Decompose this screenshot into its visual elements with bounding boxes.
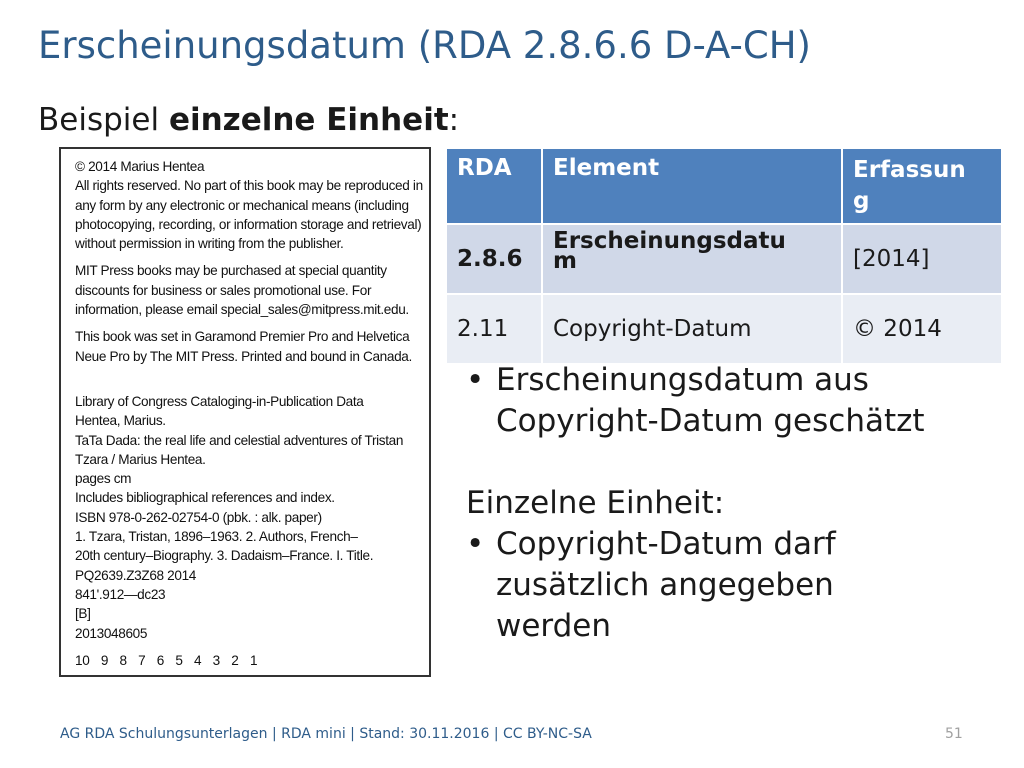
table-header-row — [446, 148, 1002, 224]
imprint-line: All rights reserved. No part of this book may be reproduced in — [75, 178, 423, 194]
imprint-line: PQ2639.Z3Z68 2014 — [75, 567, 197, 583]
list-heading: Einzelne Einheit: — [466, 485, 725, 521]
imprint-typeset-block — [75, 327, 429, 366]
list-item — [466, 524, 986, 647]
imprint-line: photocopying, recording, or information storage and retrieval) — [75, 216, 422, 232]
imprint-line: information, please email special_sales@mitpress.mit.edu. — [75, 302, 409, 318]
header-element: Element — [542, 148, 842, 224]
subtitle-bold: einzelne Einheit — [168, 102, 449, 138]
header-erfassung — [842, 148, 1002, 224]
imprint-line: pages cm — [75, 471, 132, 487]
imprint-line: any form by any electronic or mechanical means (including — [75, 197, 409, 213]
cell-element-line1: Erscheinungsdatu — [553, 228, 786, 254]
bullet-icon: • — [466, 526, 485, 562]
slide-subtitle — [38, 102, 459, 138]
rda-table — [445, 147, 1003, 365]
imprint-line: without permission in writing from the publisher. — [75, 236, 344, 252]
imprint-line: Includes bibliographical references and index. — [75, 490, 335, 506]
subtitle-prefix: Beispiel — [38, 102, 169, 138]
imprint-line: Library of Congress Cataloging-in-Publication Data — [75, 393, 364, 409]
imprint-sales-block — [75, 261, 429, 319]
cell-erfassung: [2014] — [842, 224, 1002, 294]
imprint-copyright-block — [75, 157, 429, 253]
page-number: 51 — [945, 726, 963, 742]
imprint-line: MIT Press books may be purchased at special quantity — [75, 263, 387, 279]
imprint-line: discounts for business or sales promotional use. For — [75, 282, 372, 298]
slide-title: Erscheinungsdatum (RDA 2.8.6.6 D-A-CH) — [38, 24, 811, 67]
imprint-line: 20th century–Biography. 3. Dadaism–France. I. Title. — [75, 548, 374, 564]
imprint-line: 2013048605 — [75, 625, 148, 641]
imprint-line: TaTa Dada: the real life and celestial adventures of Tristan — [75, 432, 404, 448]
imprint-line: ISBN 978-0-262-02754-0 (pbk. : alk. paper) — [75, 509, 322, 525]
cell-element: Copyright-Datum — [542, 294, 842, 364]
cell-element — [542, 224, 842, 294]
footer-text: AG RDA Schulungsunterlagen | RDA mini | Stand: 30.11.2016 | CC BY-NC-SA — [60, 726, 592, 742]
bullet-list — [466, 360, 986, 647]
list-item — [466, 360, 986, 442]
header-erfassung-line2: g — [853, 188, 870, 214]
cell-rda: 2.11 — [446, 294, 542, 364]
cell-erfassung: © 2014 — [842, 294, 1002, 364]
imprint-print-numbers: 10 9 8 7 6 5 4 3 2 1 — [75, 652, 258, 668]
subtitle-suffix: : — [448, 102, 460, 138]
imprint-line: © 2014 Marius Hentea — [75, 159, 205, 174]
table-row — [446, 224, 1002, 294]
imprint-page-image — [59, 147, 431, 677]
cell-element-line2: m — [553, 248, 577, 274]
bullet-icon: • — [466, 362, 485, 398]
header-erfassung-line1: Erfassun — [853, 157, 966, 183]
imprint-line: This book was set in Garamond Premier Pro and Helvetica — [75, 329, 410, 345]
imprint-cip-block — [75, 392, 429, 643]
imprint-line: [B] — [75, 606, 91, 622]
imprint-line: Hentea, Marius. — [75, 413, 166, 429]
imprint-line: Tzara / Marius Hentea. — [75, 451, 206, 467]
imprint-line: 1. Tzara, Tristan, 1896–1963. 2. Authors, French– — [75, 529, 358, 545]
bullet-text: Erscheinungsdatum aus Copyright-Datum geschätzt — [496, 362, 925, 439]
bullet-text: Copyright-Datum darf zusätzlich angegeben werden — [496, 526, 836, 644]
imprint-line: Neue Pro by The MIT Press. Printed and bound in Canada. — [75, 348, 412, 364]
cell-rda: 2.8.6 — [446, 224, 542, 294]
imprint-line: 841'.912—dc23 — [75, 586, 166, 602]
table-row — [446, 294, 1002, 364]
header-rda: RDA — [446, 148, 542, 224]
